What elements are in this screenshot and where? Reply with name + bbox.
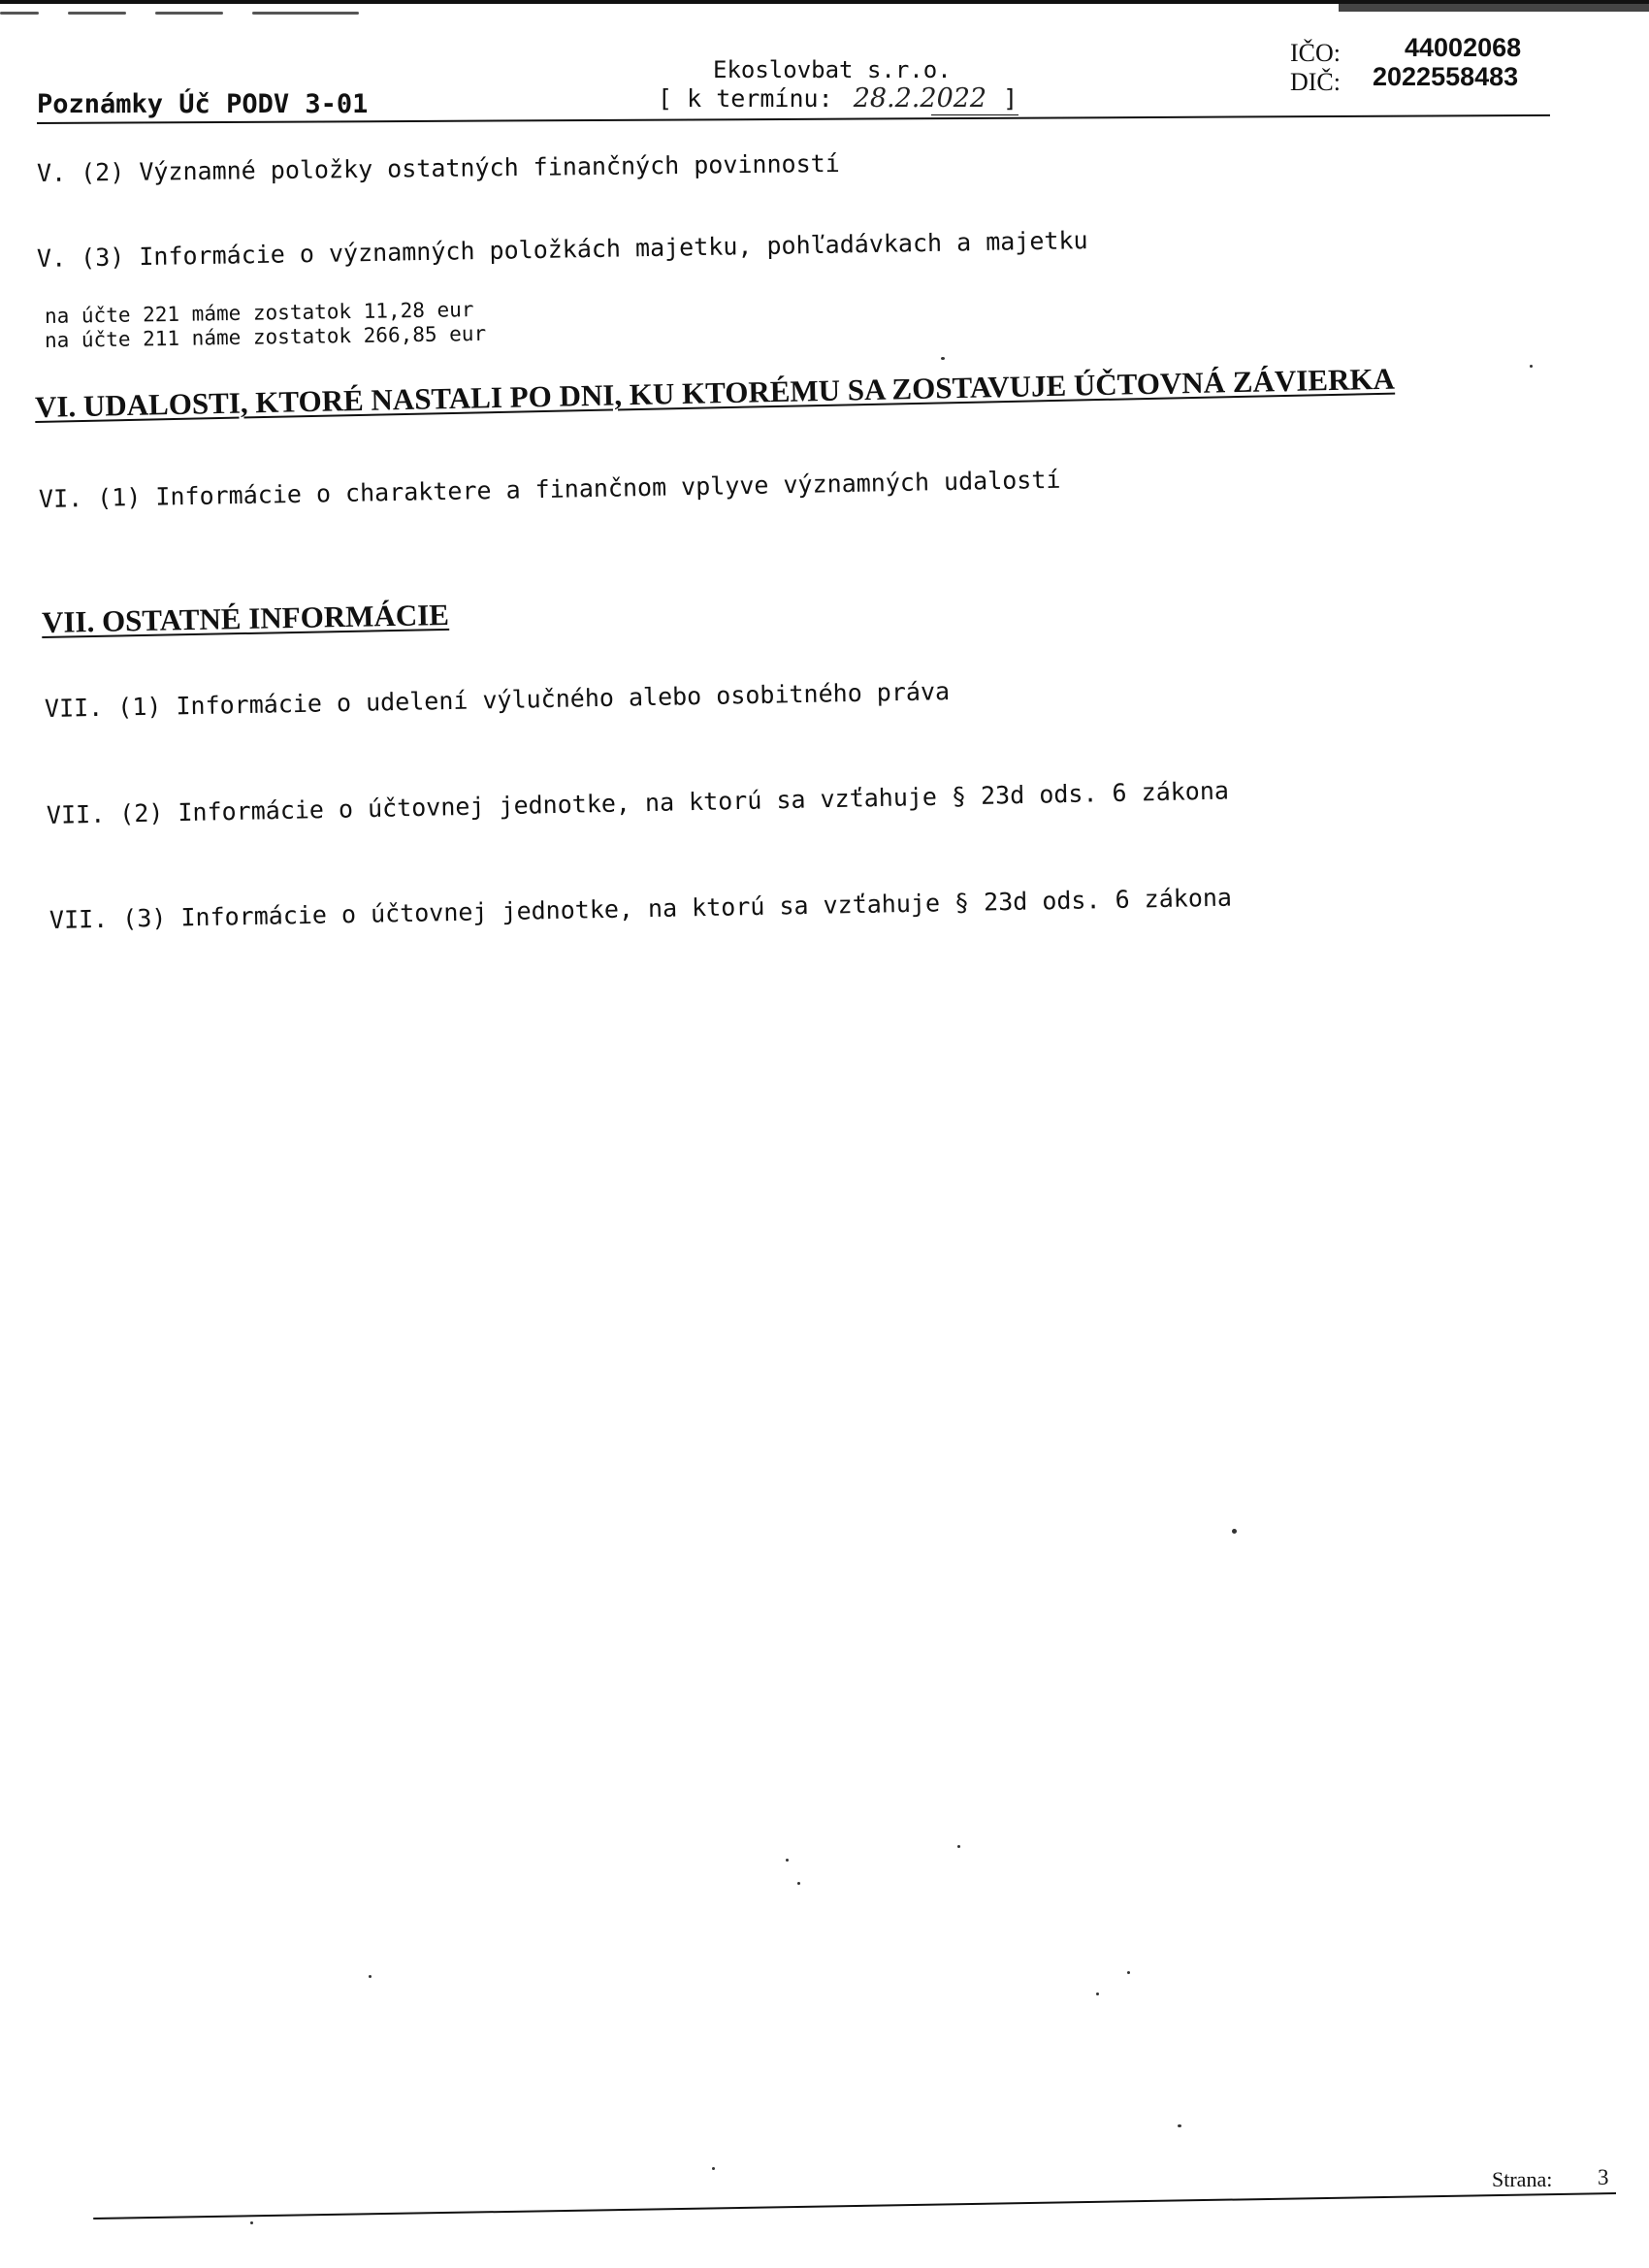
scan-speck	[1127, 1971, 1130, 1974]
section-v-item-2: V. (2) Významné položky ostatných finančných povinností	[36, 148, 840, 187]
document-title: Poznámky Úč PODV 3-01	[37, 89, 369, 119]
scan-dash	[0, 12, 39, 15]
ico-label: IČO:	[1290, 39, 1341, 67]
section-vii-item-1: VII. (1) Informácie o udelení výlučného alebo osobitného práva	[44, 677, 951, 723]
footer-rule	[93, 2192, 1616, 2219]
section-vi-item-1: VI. (1) Informácie o charaktere a finančnom vplyve významných udalostí	[38, 465, 1061, 513]
section-vii-item-2: VII. (2) Informácie o účtovnej jednotke, na ktorú sa vzťahuje § 23d ods. 6 zákona	[46, 776, 1230, 829]
scan-speck	[369, 1975, 372, 1978]
balance-note-211: na účte 211 náme zostatok 266,85 eur	[44, 321, 487, 352]
term-prefix: [ k termínu:	[658, 84, 833, 113]
scan-dash	[68, 12, 126, 15]
term-line	[658, 83, 1018, 113]
scan-speck	[941, 357, 945, 360]
term-date-handwritten: 28.2.2022	[853, 83, 987, 113]
term-underline	[931, 114, 1018, 115]
balance-note-221: na účte 221 máme zostatok 11,28 eur	[44, 298, 474, 328]
scan-speck	[1096, 1993, 1099, 1995]
scan-dash	[155, 12, 223, 15]
scan-speck	[1178, 2124, 1181, 2127]
scan-speck	[786, 1859, 789, 1862]
page-label: Strana:	[1492, 2167, 1553, 2191]
term-suffix: ]	[1003, 84, 1018, 113]
section-vii-heading: VII. OSTATNÉ INFORMÁCIE	[41, 597, 450, 639]
ico-value: 44002068	[1405, 33, 1522, 62]
dic-value: 2022558483	[1373, 62, 1519, 91]
scan-speck	[1530, 365, 1533, 368]
section-v-item-3: V. (3) Informácie o významných položkách majetku, pohľadávkach a majetku	[36, 226, 1088, 273]
scan-dash	[252, 12, 359, 15]
dic-label: DIČ:	[1290, 68, 1341, 96]
section-vii-item-3: VII. (3) Informácie o účtovnej jednotke, na ktorú sa vzťahuje § 23d ods. 6 zákona	[48, 883, 1233, 934]
scan-speck	[1232, 1529, 1237, 1534]
scan-speck	[797, 1882, 800, 1885]
scan-speck	[250, 2221, 253, 2224]
scan-speck	[712, 2167, 715, 2170]
scan-edge-smudge	[1339, 4, 1649, 12]
scan-speck	[957, 1845, 960, 1848]
company-name: Ekoslovbat s.r.o.	[713, 56, 952, 83]
section-vi-heading: VI. UDALOSTI, KTORÉ NASTALI PO DNI, KU KTORÉMU SA ZOSTAVUJE ÚČTOVNÁ ZÁVIERKA	[34, 361, 1396, 424]
page-number: 3	[1598, 2165, 1609, 2189]
